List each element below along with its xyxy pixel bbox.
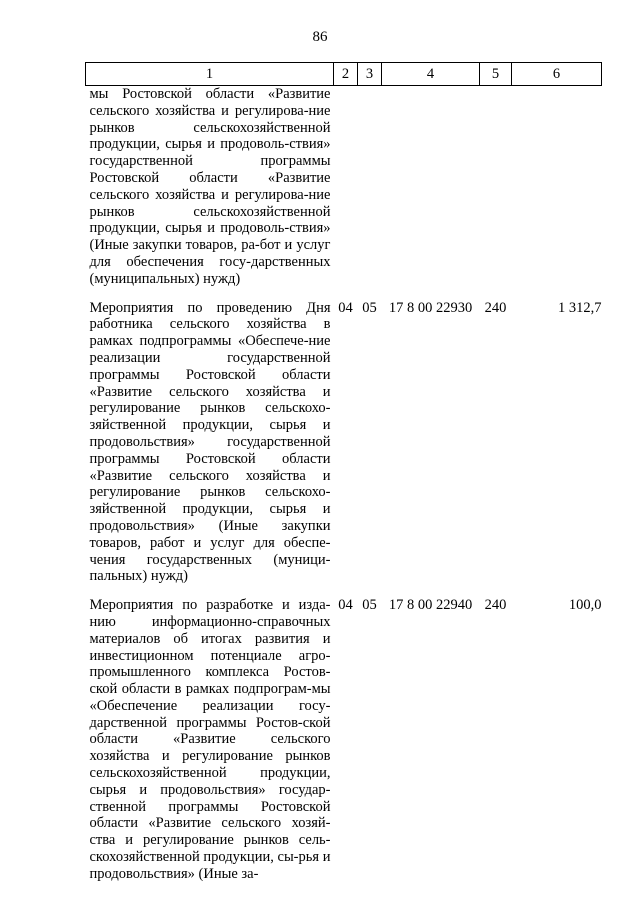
row-amount: 100,0 [568, 597, 602, 614]
table-body [86, 86, 602, 895]
row-section: 04 [338, 597, 353, 614]
row-expense-type: 240 [484, 299, 507, 316]
header-col-1: 1 [86, 63, 334, 86]
row-expense-type: 240 [484, 597, 507, 614]
table-row [86, 597, 602, 895]
budget-table [85, 62, 602, 895]
table-row [86, 86, 602, 300]
row-section: 04 [338, 299, 353, 316]
row-amount [512, 86, 602, 300]
row-subsection [358, 86, 382, 300]
row-section [334, 86, 358, 300]
table-row [86, 300, 602, 598]
page-number: 86 [312, 29, 328, 45]
row-subsection: 05 [362, 597, 377, 614]
row-subsection: 05 [362, 299, 377, 316]
table-header [86, 63, 602, 86]
row-target-article [382, 86, 480, 300]
row-expense-type [480, 86, 512, 300]
row-description: Мероприятия по проведению Дня работника сельского хозяйства в рамках подпрограммы «Обеспече-ние реализации государственной программы Ростовской области «Развитие сельского хозяйства и регулирование рынков сельскохо-зяйственной продукции, сырья и продовольствия» государственной программы Ростовской области «Развитие сельского хозяйства и регулирование рынков сельскохо-зяйственной продукции, сырья и продовольствия» (Иные закупки товаров, работ и услуг для обеспе-чения государственных (муници-пальных) нужд) [89, 299, 331, 585]
header-col-4: 4 [382, 63, 480, 86]
header-col-6: 6 [512, 63, 602, 86]
row-amount: 1 312,7 [558, 299, 602, 316]
row-target-article: 17 8 00 22930 [388, 299, 473, 316]
row-description: мы Ростовской области «Развитие сельского хозяйства и регулирова-ние рынков сельскохозяйственной продукции, сырья и продоволь-ствия» государственной программы Ростовской области «Развитие сельского хозяйства и регулирова-ние рынков сельскохозяйственной продукции, сырья и продоволь-ствия» (Иные закупки товаров, ра-бот и услуг для обеспечения госу-дарственных (муниципальных) нужд) [89, 86, 331, 287]
row-description: Мероприятия по разработке и изда-нию информационно-справочных материалов об итогах развития и инвестиционном потенциале агро-промышленного комплекса Ростов-ской области в рамках подпрограм-мы «Обеспечение реализации госу-дарственной программы Ростов-ской области «Развитие сельского хозяйства и регулирование рынков сельскохозяйственной продукции, сырья и продовольствия» государ-ственной программы Ростовской области «Развитие сельского хозяй-ства и регулирование рынков сель-скохозяйственной продукции, сы-рья и продовольствия» (Иные за- [89, 597, 331, 882]
header-col-3: 3 [358, 63, 382, 86]
header-col-2: 2 [334, 63, 358, 86]
header-row [86, 63, 602, 86]
header-col-5: 5 [480, 63, 512, 86]
row-target-article: 17 8 00 22940 [388, 597, 473, 614]
